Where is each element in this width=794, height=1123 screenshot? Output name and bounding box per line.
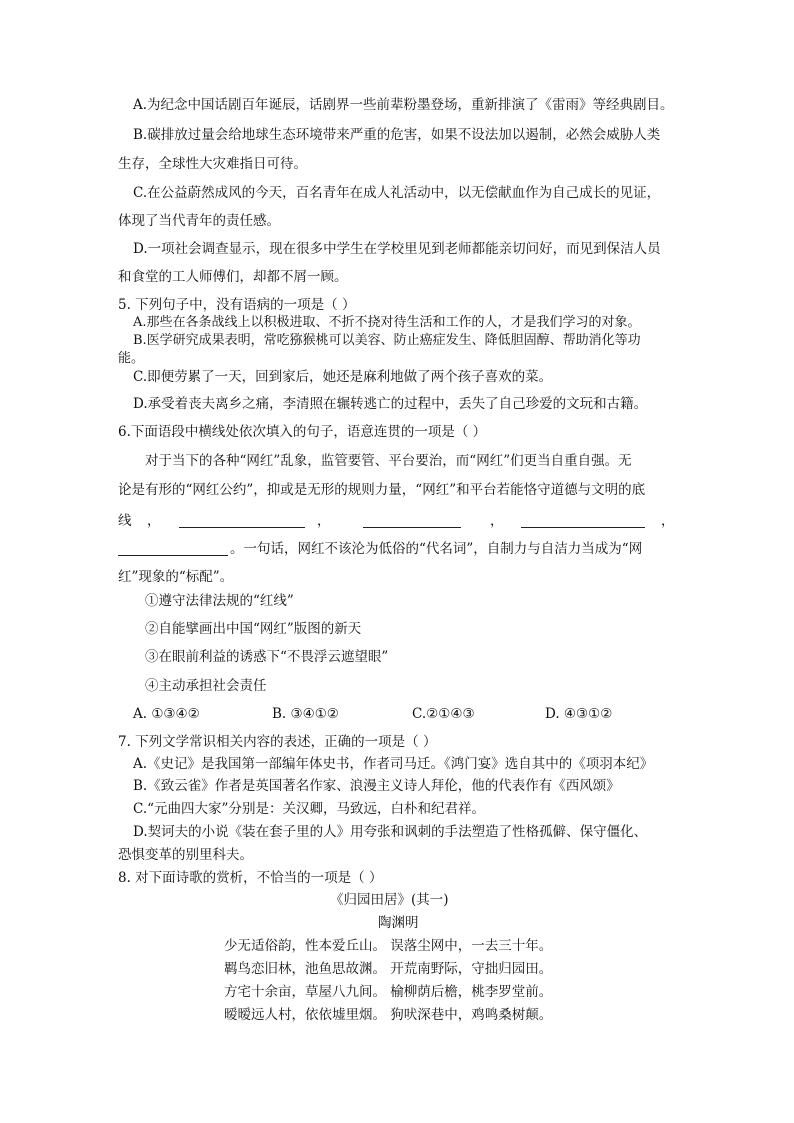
q6-comma: ， [147, 513, 161, 529]
q5-stem: 5. 下列句子中，没有语病的一项是（ ） [118, 297, 356, 313]
q4-option-c-line1: C.在公益蔚然成风的今天，百名青年在成人礼活动中，以无偿献血作为自己成长的见证， [133, 185, 661, 201]
q6-passage-line4-end: 。一句话，网红不该沦为低俗的“代名词”，自制力与自洁力当成为“网 [230, 541, 643, 557]
q6-sentence-2: ②自能擘画出中国“网红”版图的新天 [145, 621, 362, 637]
q5-option-a: A.那些在各条战线上以积极进取、不折不挠对待生活和工作的人，才是我们学习的对象。 [133, 315, 641, 330]
q4-option-c-line2: 体现了当代青年的责任感。 [118, 213, 280, 229]
poem-line-3: 方宅十余亩，草屋八九间。 榆柳荫后檐，桃李罗堂前。 [224, 984, 553, 1000]
q7-option-a: A.《史记》是我国第一部编年体史书，作者司马迁。《鸿门宴》选自其中的《项羽本纪》 [133, 756, 654, 772]
q4-option-d-line2: 和食堂的工人师傅们，却都不屑一顾。 [118, 269, 348, 285]
poem-line-1: 少无适俗韵，性本爱丘山。 误落尘网中，一去三十年。 [224, 938, 553, 954]
q6-comma: ， [317, 513, 331, 529]
poem-author: 陶渊明 [378, 915, 419, 931]
q6-passage-line5: 红”现象的“标配”。 [118, 569, 234, 585]
q6-passage-line3-start: 线 [118, 513, 132, 529]
q6-comma: ， [490, 513, 504, 529]
q7-option-d-line2: 恐惧变革的别里科夫。 [118, 847, 253, 863]
q6-passage-line1: 对于当下的各种“网红”乱象，监管要管、平台要治，而“网红”们更当自重自强。无 [145, 453, 632, 469]
q7-stem: 7. 下列文学常识相关内容的表述，正确的一项是（ ） [118, 734, 437, 750]
poem-line-4: 暧暧远人村，依依墟里烟。 狗吠深巷中，鸡鸣桑树颠。 [224, 1007, 553, 1023]
q6-blank-4 [118, 555, 228, 556]
q6-blank-3 [521, 527, 645, 528]
q6-choice-b: B. ③④①② [272, 706, 339, 722]
q4-option-a: A.为纪念中国话剧百年诞辰，话剧界一些前辈粉墨登场，重新排演了《雷雨》等经典剧目。 [133, 97, 674, 113]
q6-comma: ， [661, 513, 675, 529]
q8-stem: 8. 对下面诗歌的赏析，不恰当的一项是（ ） [118, 870, 383, 886]
q6-choice-c: C.②①④③ [412, 706, 475, 722]
q6-stem: 6.下面语段中横线处依次填入的句子，语意连贯的一项是（ ） [118, 424, 487, 440]
q6-sentence-4: ④主动承担社会责任 [145, 678, 267, 694]
q6-blank-2 [363, 527, 461, 528]
q4-option-b-line2: 生存，全球性大灾难指日可待。 [118, 156, 307, 172]
q5-option-b-line1: B.医学研究成果表明，常吃猕猴桃可以美容、防止癌症发生、降低胆固醇、帮助消化等功 [133, 333, 641, 348]
q6-sentence-1: ①遵守法律法规的“红线” [145, 593, 294, 609]
q6-passage-line2: 论是有形的“网红公约”，抑或是无形的规则力量，“网红”和平台若能恪守道德与文明的底 [118, 482, 646, 498]
q5-option-d: D.承受着丧夫离乡之痛，李清照在辗转逃亡的过程中，丢失了自己珍爱的文玩和古籍。 [133, 396, 648, 412]
q4-option-d-line1: D.一项社会调查显示，现在很多中学生在学校里见到老师都能亲切问好，而见到保洁人员 [133, 241, 661, 257]
poem-title: 《归园田居》(其一) [330, 892, 449, 908]
q7-option-b: B.《致云雀》作者是英国著名作家、浪漫主义诗人拜伦，他的代表作有《西风颂》 [133, 778, 620, 794]
q6-blank-1 [179, 527, 305, 528]
poem-line-2: 羁鸟恋旧林，池鱼思故渊。 开荒南野际，守拙归园田。 [224, 961, 553, 977]
q4-option-b-line1: B.碳排放过量会给地球生态环境带来严重的危害，如果不设法加以遏制，必然会威胁人类 [133, 127, 661, 143]
q7-option-c: C.“元曲四大家”分别是：关汉卿，马致远，白朴和纪君祥。 [133, 801, 485, 817]
q7-option-d-line1: D.契诃夫的小说《装在套子里的人》用夸张和讽刺的手法塑造了性格孤僻、保守僵化、 [133, 824, 648, 840]
q5-option-b-line2: 能。 [118, 351, 145, 366]
q5-option-c: C.即便劳累了一天，回到家后，她还是麻利地做了两个孩子喜欢的菜。 [133, 369, 553, 385]
q6-choice-a: A. ①③④② [133, 706, 200, 722]
q6-sentence-3: ③在眼前利益的诱惑下“不畏浮云遮望眼” [145, 649, 389, 665]
q6-choice-d: D. ④③①② [545, 706, 613, 722]
